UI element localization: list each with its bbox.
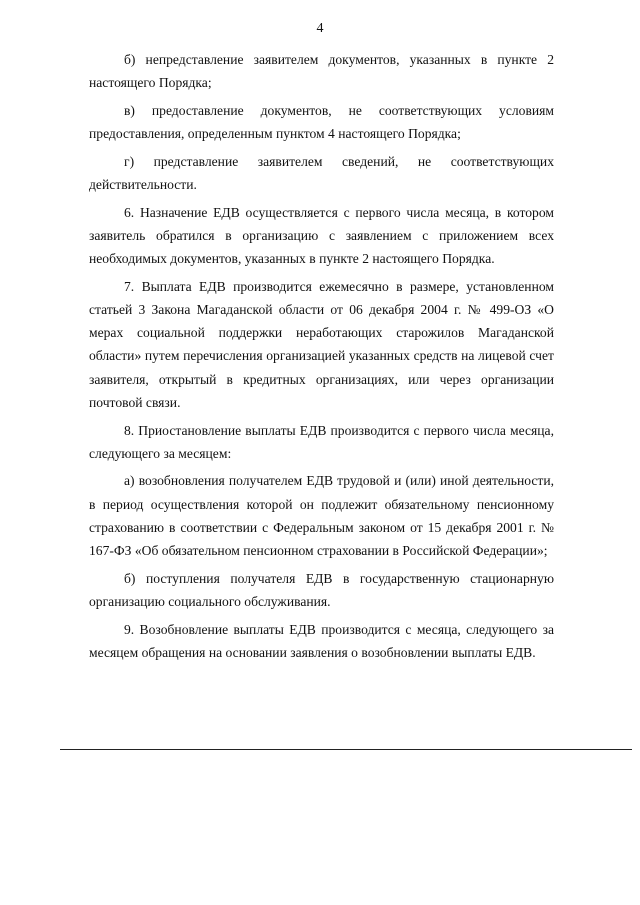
horizontal-divider [60, 749, 632, 750]
paragraph-item-v-nonconforming-documents: в) предоставление документов, не соответствующих условиям предоставления, определенным пунктом 4 настоящего Порядка; [89, 102, 554, 142]
document-body [89, 48, 554, 669]
paragraph-8a-resumed-work: а) возобновления получателем ЕДВ трудовой и (или) иной деятельности, в период осуществления которой он подлежит обязательному пенсионному страхованию в соответствии с Федеральным законом от 15 декабря 2001 г. № 167-ФЗ «Об обязательном пенсионном страховании в Российской Федерации»; [89, 473, 554, 559]
paragraph-6-assignment-date: 6. Назначение ЕДВ осуществляется с первого числа месяца, в котором заявитель обратился в организацию с заявлением с приложением всех необходимых документов, указанных в пункте 2 настоящего Порядка. [89, 204, 554, 267]
paragraph-9-resumption: 9. Возобновление выплаты ЕДВ производится с месяца, следующего за месяцем обращения на основании заявления о возобновлении выплаты ЕДВ. [89, 621, 554, 660]
page-number: 4 [316, 21, 324, 36]
paragraph-7-payment-method: 7. Выплата ЕДВ производится ежемесячно в размере, установленном статьей 3 Закона Магаданской области от 06 декабря 2004 г. № 499-ОЗ «О мерах социальной поддержки неработающих старожилов Магаданской области» путем перечисления организацией указанных средств на лицевой счет заявителя, открытый в кредитных организациях, или через организации почтовой связи. [89, 278, 554, 410]
paragraph-item-b-missing-documents: б) непредставление заявителем документов, указанных в пункте 2 настоящего Порядка; [89, 52, 554, 91]
paragraph-8b-social-care-admission: б) поступления получателя ЕДВ в государственную стационарную организацию социального обслуживания. [89, 570, 554, 609]
paragraph-item-g-false-information: г) представление заявителем сведений, не соответствующих действительности. [89, 153, 554, 193]
paragraph-8-suspension: 8. Приостановление выплаты ЕДВ производится с первого числа месяца, следующего за месяцем: [89, 422, 554, 461]
